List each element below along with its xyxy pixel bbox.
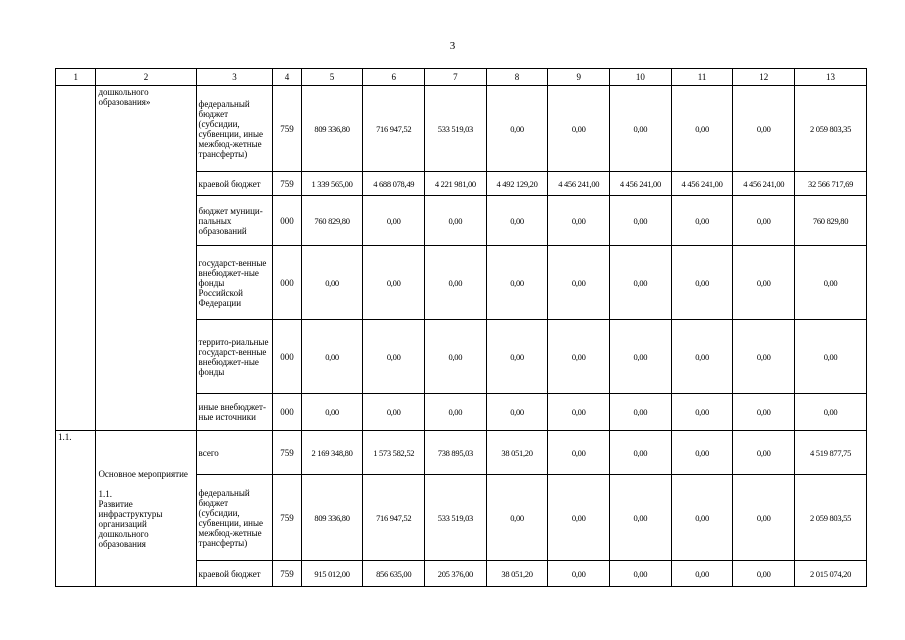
value-cell: 0,00	[733, 561, 795, 587]
value-cell: 0,00	[671, 431, 733, 475]
value-cell: 2 059 803,55	[795, 475, 867, 561]
col-header: 2	[96, 69, 196, 86]
value-cell: 0,00	[486, 475, 548, 561]
col-header: 9	[548, 69, 610, 86]
budget-code: 759	[273, 86, 301, 172]
value-cell: 0,00	[425, 196, 487, 246]
col-header: 3	[196, 69, 273, 86]
value-cell: 0,00	[671, 196, 733, 246]
value-cell: 0,00	[671, 475, 733, 561]
value-cell: 0,00	[610, 394, 672, 431]
value-cell: 0,00	[610, 431, 672, 475]
value-cell: 4 456 241,00	[733, 172, 795, 196]
value-cell: 0,00	[795, 394, 867, 431]
value-cell: 0,00	[548, 86, 610, 172]
value-cell: 0,00	[548, 475, 610, 561]
value-cell: 0,00	[610, 320, 672, 394]
value-cell: 0,00	[486, 196, 548, 246]
funding-source: бюджет муници-пальных образований	[196, 196, 273, 246]
funding-source: всего	[196, 431, 273, 475]
value-cell: 760 829,80	[301, 196, 363, 246]
value-cell: 0,00	[425, 394, 487, 431]
value-cell: 2 015 074,20	[795, 561, 867, 587]
measure-name: дошкольного образования»	[96, 86, 196, 431]
value-cell: 716 947,52	[363, 475, 425, 561]
budget-code: 000	[273, 196, 301, 246]
value-cell: 0,00	[548, 196, 610, 246]
value-cell: 4 456 241,00	[610, 172, 672, 196]
value-cell: 0,00	[733, 196, 795, 246]
value-cell: 0,00	[548, 320, 610, 394]
funding-source: федеральный бюджет (субсидии, субвенции, иные межбюд-жетные трансферты)	[196, 475, 273, 561]
budget-code: 000	[273, 320, 301, 394]
value-cell: 0,00	[425, 246, 487, 320]
col-header: 7	[425, 69, 487, 86]
table-row	[56, 431, 867, 475]
funding-source: федеральный бюджет (субсидии, субвенции, иные межбюд-жетные трансферты)	[196, 86, 273, 172]
funding-source: краевой бюджет	[196, 561, 273, 587]
value-cell: 0,00	[733, 394, 795, 431]
value-cell: 0,00	[301, 246, 363, 320]
value-cell: 809 336,80	[301, 86, 363, 172]
budget-code: 759	[273, 431, 301, 475]
value-cell: 0,00	[671, 320, 733, 394]
measure-name: Основное мероприятие 1.1. Развитие инфраструктуры организаций дошкольного образования	[96, 431, 196, 587]
budget-code: 000	[273, 394, 301, 431]
value-cell: 533 519,03	[425, 475, 487, 561]
budget-table	[55, 68, 867, 587]
value-cell: 533 519,03	[425, 86, 487, 172]
value-cell: 0,00	[733, 320, 795, 394]
value-cell: 4 221 981,00	[425, 172, 487, 196]
col-header: 12	[733, 69, 795, 86]
col-header: 1	[56, 69, 96, 86]
value-cell: 4 456 241,00	[671, 172, 733, 196]
value-cell: 0,00	[548, 246, 610, 320]
value-cell: 0,00	[486, 320, 548, 394]
page-number: 3	[449, 40, 456, 52]
value-cell: 0,00	[733, 246, 795, 320]
value-cell: 0,00	[486, 246, 548, 320]
value-cell: 856 635,00	[363, 561, 425, 587]
budget-code: 759	[273, 475, 301, 561]
value-cell: 0,00	[548, 561, 610, 587]
value-cell: 0,00	[610, 246, 672, 320]
funding-source: государст-венные внебюджет-ные фонды Российской Федерации	[196, 246, 273, 320]
value-cell: 0,00	[363, 246, 425, 320]
value-cell: 0,00	[610, 475, 672, 561]
row-number-cell: 1.1.	[56, 431, 96, 587]
value-cell: 0,00	[486, 394, 548, 431]
value-cell: 0,00	[671, 561, 733, 587]
value-cell: 4 688 078,49	[363, 172, 425, 196]
value-cell: 0,00	[301, 394, 363, 431]
value-cell: 0,00	[733, 86, 795, 172]
header-row	[56, 69, 867, 86]
col-header: 8	[486, 69, 548, 86]
budget-code: 759	[273, 172, 301, 196]
row-number-cell	[56, 86, 96, 431]
table-row	[56, 86, 867, 172]
budget-code: 000	[273, 246, 301, 320]
value-cell: 0,00	[548, 394, 610, 431]
value-cell: 760 829,80	[795, 196, 867, 246]
value-cell: 205 376,00	[425, 561, 487, 587]
value-cell: 0,00	[795, 246, 867, 320]
value-cell: 0,00	[671, 86, 733, 172]
col-header: 6	[363, 69, 425, 86]
value-cell: 716 947,52	[363, 86, 425, 172]
value-cell: 0,00	[548, 431, 610, 475]
value-cell: 0,00	[363, 320, 425, 394]
value-cell: 915 012,00	[301, 561, 363, 587]
value-cell: 2 169 348,80	[301, 431, 363, 475]
value-cell: 0,00	[795, 320, 867, 394]
value-cell: 0,00	[610, 86, 672, 172]
col-header: 5	[301, 69, 363, 86]
value-cell: 4 456 241,00	[548, 172, 610, 196]
budget-code: 759	[273, 561, 301, 587]
value-cell: 809 336,80	[301, 475, 363, 561]
value-cell: 38 051,20	[486, 431, 548, 475]
col-header: 13	[795, 69, 867, 86]
value-cell: 0,00	[733, 475, 795, 561]
value-cell: 1 573 582,52	[363, 431, 425, 475]
value-cell: 0,00	[301, 320, 363, 394]
value-cell: 2 059 803,35	[795, 86, 867, 172]
funding-source: иные внебюджет-ные источники	[196, 394, 273, 431]
value-cell: 1 339 565,00	[301, 172, 363, 196]
value-cell: 0,00	[425, 320, 487, 394]
value-cell: 0,00	[671, 394, 733, 431]
funding-source: краевой бюджет	[196, 172, 273, 196]
value-cell: 0,00	[610, 561, 672, 587]
col-header: 10	[610, 69, 672, 86]
value-cell: 0,00	[363, 394, 425, 431]
value-cell: 4 492 129,20	[486, 172, 548, 196]
value-cell: 38 051,20	[486, 561, 548, 587]
value-cell: 0,00	[363, 196, 425, 246]
col-header: 11	[671, 69, 733, 86]
col-header: 4	[273, 69, 301, 86]
funding-source: террито-риальные государст-венные внебюджет-ные фонды	[196, 320, 273, 394]
value-cell: 0,00	[610, 196, 672, 246]
value-cell: 32 566 717,69	[795, 172, 867, 196]
value-cell: 4 519 877,75	[795, 431, 867, 475]
value-cell: 0,00	[733, 431, 795, 475]
value-cell: 0,00	[671, 246, 733, 320]
value-cell: 0,00	[486, 86, 548, 172]
value-cell: 738 895,03	[425, 431, 487, 475]
